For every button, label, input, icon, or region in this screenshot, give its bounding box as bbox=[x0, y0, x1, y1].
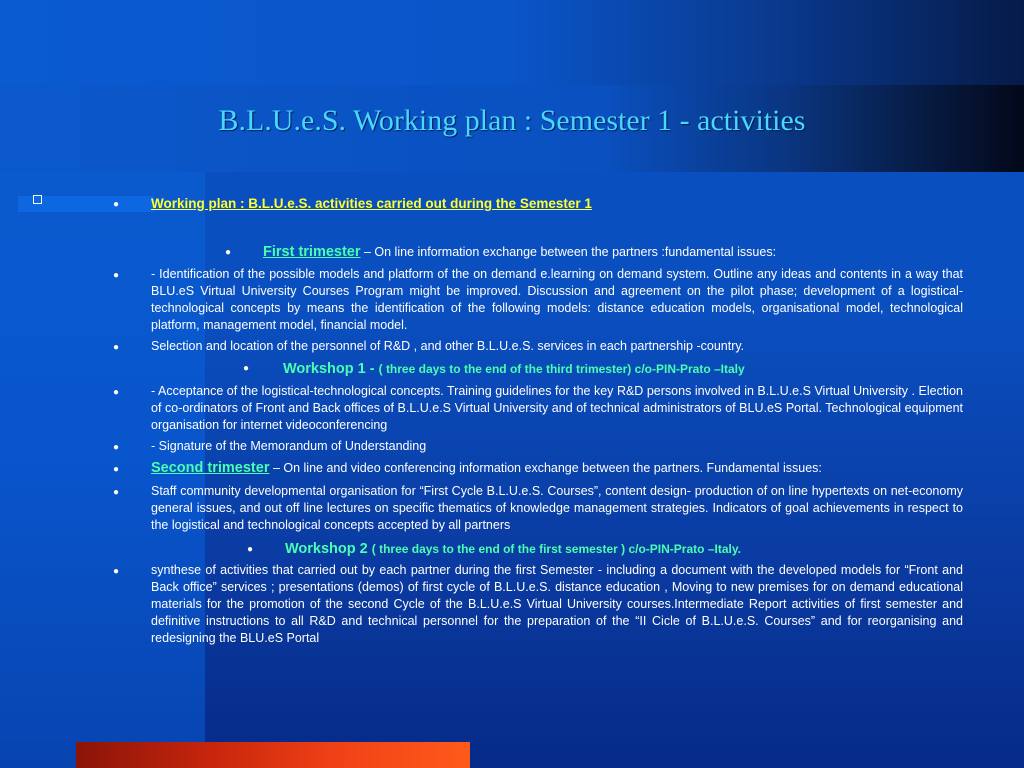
slide-title: B.L.U.e.S. Working plan : Semester 1 - activities bbox=[218, 104, 806, 137]
bullet-icon: ● bbox=[113, 270, 120, 281]
bullet-icon: ● bbox=[243, 363, 250, 374]
bullet-icon: ● bbox=[113, 199, 120, 210]
heading-underlined: during the Semester 1 bbox=[450, 196, 592, 211]
second-trimester-text: – On line and video conferencing information exchange between the partners. Fundamental issues: bbox=[269, 461, 822, 475]
heading-main: Working plan : B.L.U.e.S. activities carried out bbox=[151, 196, 451, 211]
bullet-icon: ● bbox=[225, 247, 232, 258]
first-trimester-line bbox=[263, 244, 776, 261]
workshop-2-detail: ( three days to the end of the first semester ) c/o-PIN-Prato –Italy. bbox=[371, 542, 741, 556]
workshop-2-line bbox=[285, 540, 741, 558]
workshop-1-detail: ( three days to the end of the third trimester) c/o-PIN-Prato –Italy bbox=[378, 362, 745, 376]
square-bullet-icon bbox=[33, 195, 42, 204]
bullet-icon: ● bbox=[113, 387, 120, 398]
selection-item: Selection and location of the personnel of R&D , and other B.L.U.e.S. services in each partnership -country. bbox=[151, 339, 745, 353]
workshop-2-title: Workshop 2 bbox=[285, 541, 372, 557]
bullet-icon: ● bbox=[113, 342, 120, 353]
bottom-accent-bar bbox=[76, 742, 470, 768]
bullet-icon: ● bbox=[113, 487, 120, 498]
workshop-1-title: Workshop 1 - bbox=[283, 361, 379, 377]
bullet-icon: ● bbox=[113, 566, 120, 577]
section-heading bbox=[151, 196, 592, 211]
workshop-1-line bbox=[283, 360, 745, 378]
second-trimester-label: Second trimester bbox=[151, 460, 270, 476]
signature-item: - Signature of the Memorandum of Understanding bbox=[151, 439, 427, 453]
second-trimester-line bbox=[151, 460, 822, 477]
bullet-icon: ● bbox=[113, 464, 120, 475]
header-top-decoration bbox=[0, 0, 1024, 85]
acceptance-item: - Acceptance of the logistical-technological concepts. Training guidelines for the key R&D persons involved in B.L.U.e.S Virtual University . Election of co-ordinators of Front and Back offices of B.L.U.e.S Virtual University and of technical administrators of BLU.eS Portal. Technological equipment organisation for internet videoconferencing bbox=[151, 384, 963, 432]
first-trimester-text: – On line information exchange between the partners :fundamental issues: bbox=[360, 245, 777, 259]
identification-item: - Identification of the possible models and platform of the on demand e.learning on demand system. Outline any ideas and contents in a way that BLU.eS Virtual University Courses Program might be improved. Discussion and agreement on the pilot phase; development of a logistical-technological concepts by means the identification of the following models: distance education models, organisational model, technological platform, management model, financial model. bbox=[151, 267, 963, 332]
bullet-icon: ● bbox=[113, 442, 120, 453]
synthese-item: synthese of activities that carried out by each partner during the first Semester - including a document with the developed models for “Front and Back office” services ; presentations (demos) of first cycle of B.L.U.e.S. distance education , Moving to new premises for on demand educational materials for the promotion of the second Cycle of the B.L.U.e.S Virtual University courses.Intermediate Report activities of first semester and definitive instructions to all R&D and technical personnel for the preparation of the “II Cicle of B.L.U.e.S. Courses” and for reorganising and redesigning the BLU.eS Portal bbox=[151, 563, 963, 645]
staff-item: Staff community developmental organisation for “First Cycle B.L.U.e.S. Courses”, content design- production of on line hypertexts on net-economy general issues, and out off line lectures on specific thematics of knowledge management strategies. Indicators of goal achievements in respect to the logistical and technological concepts accepted by all partners bbox=[151, 484, 963, 532]
bullet-icon: ● bbox=[247, 544, 254, 555]
first-trimester-label: First trimester bbox=[263, 244, 361, 260]
